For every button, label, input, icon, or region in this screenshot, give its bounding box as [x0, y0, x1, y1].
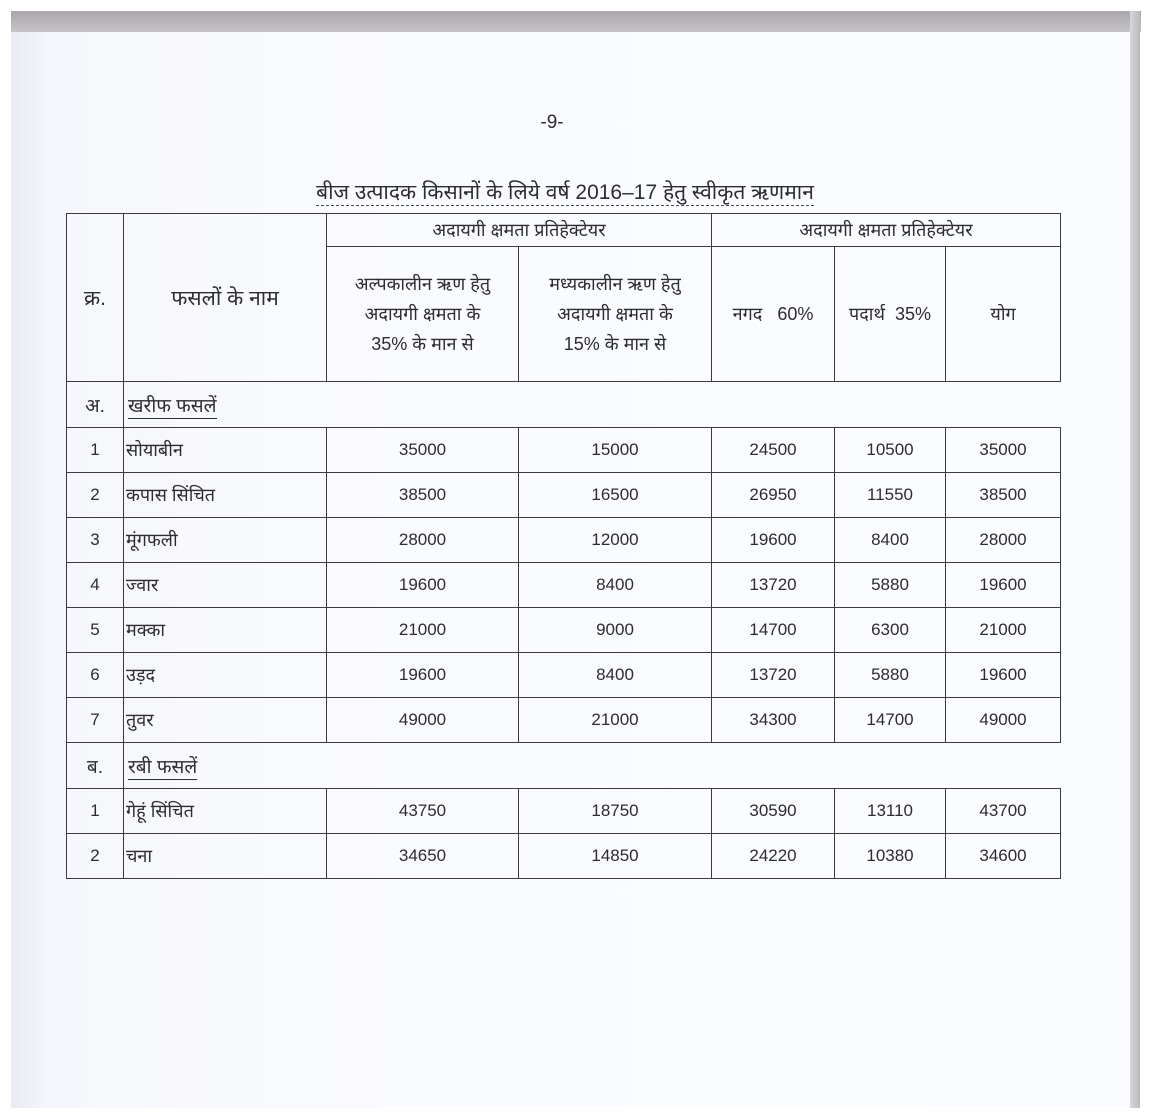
- cell-kind: 13110: [835, 789, 946, 834]
- cell-total: 49000: [946, 698, 1061, 743]
- table-row: [67, 698, 1061, 743]
- cell-cash: 24500: [712, 428, 835, 473]
- cell-serial: 1: [67, 428, 124, 473]
- cell-medium-term: 15000: [519, 428, 712, 473]
- header-total: योग: [946, 247, 1061, 382]
- section-title: [124, 743, 1061, 789]
- section-heading-row: [67, 743, 1061, 789]
- cell-crop-name: उड़द: [124, 653, 327, 698]
- cell-cash: 30590: [712, 789, 835, 834]
- cell-short-term: 21000: [327, 608, 519, 653]
- cell-total: 38500: [946, 473, 1061, 518]
- cell-short-term: 49000: [327, 698, 519, 743]
- cell-cash: 34300: [712, 698, 835, 743]
- scanner-edge-top: [11, 11, 1141, 32]
- cell-serial: 1: [67, 789, 124, 834]
- cell-serial: 7: [67, 698, 124, 743]
- section-title-text: रबी फसलें: [128, 756, 198, 778]
- cell-total: 19600: [946, 653, 1061, 698]
- header-kind: पदार्थ 35%: [835, 247, 946, 382]
- cell-medium-term: 8400: [519, 563, 712, 608]
- cell-short-term: 38500: [327, 473, 519, 518]
- cell-medium-term: 14850: [519, 834, 712, 879]
- cell-short-term: 35000: [327, 428, 519, 473]
- document-title: [0, 178, 1130, 206]
- cell-kind: 10500: [835, 428, 946, 473]
- cell-kind: 6300: [835, 608, 946, 653]
- header-crop-name: फसलों के नाम: [124, 214, 327, 382]
- header-medium-term-line: 15% के मान से: [563, 334, 667, 354]
- section-heading-row: [67, 382, 1061, 428]
- header-serial: क्र.: [67, 214, 124, 382]
- cell-short-term: 28000: [327, 518, 519, 563]
- cell-cash: 14700: [712, 608, 835, 653]
- cell-serial: 3: [67, 518, 124, 563]
- cell-cash: 13720: [712, 563, 835, 608]
- cell-crop-name: कपास सिंचित: [124, 473, 327, 518]
- cell-medium-term: 8400: [519, 653, 712, 698]
- cell-kind: 5880: [835, 563, 946, 608]
- cell-serial: 2: [67, 473, 124, 518]
- cell-kind: 10380: [835, 834, 946, 879]
- cell-crop-name: मूंगफली: [124, 518, 327, 563]
- cell-total: 34600: [946, 834, 1061, 879]
- cell-crop-name: मक्का: [124, 608, 327, 653]
- cell-crop-name: तुवर: [124, 698, 327, 743]
- table-row: [67, 608, 1061, 653]
- cell-total: 35000: [946, 428, 1061, 473]
- cell-total: 19600: [946, 563, 1061, 608]
- page-number: -9-: [540, 112, 564, 133]
- header-cash: नगद 60%: [712, 247, 835, 382]
- header-medium-term-line: मध्यकालीन ऋण हेतु: [549, 274, 681, 294]
- table-row: [67, 518, 1061, 563]
- cell-cash: 19600: [712, 518, 835, 563]
- loan-scale-table: [66, 213, 1061, 879]
- cell-crop-name: गेहूं सिंचित: [124, 789, 327, 834]
- cell-medium-term: 9000: [519, 608, 712, 653]
- table-row: [67, 834, 1061, 879]
- header-group-repayment-left: अदायगी क्षमता प्रतिहेक्टेयर: [327, 214, 712, 247]
- document-title-text: बीज उत्पादक किसानों के लिये वर्ष 2016–17 हेतु स्वीकृत ऋणमान: [316, 181, 814, 204]
- cell-crop-name: ज्वार: [124, 563, 327, 608]
- cell-total: 21000: [946, 608, 1061, 653]
- cell-medium-term: 12000: [519, 518, 712, 563]
- cell-short-term: 19600: [327, 563, 519, 608]
- header-short-term-line: 35% के मान से: [371, 334, 474, 354]
- section-code: अ.: [67, 382, 124, 428]
- header-group-repayment-right: अदायगी क्षमता प्रतिहेक्टेयर: [712, 214, 1061, 247]
- cell-medium-term: 16500: [519, 473, 712, 518]
- cell-total: 43700: [946, 789, 1061, 834]
- cell-serial: 2: [67, 834, 124, 879]
- cell-kind: 11550: [835, 473, 946, 518]
- cell-kind: 8400: [835, 518, 946, 563]
- section-code: ब.: [67, 743, 124, 789]
- cell-short-term: 34650: [327, 834, 519, 879]
- cell-medium-term: 21000: [519, 698, 712, 743]
- cell-crop-name: सोयाबीन: [124, 428, 327, 473]
- table-row: [67, 473, 1061, 518]
- header-medium-term-line: अदायगी क्षमता के: [557, 304, 673, 324]
- table-row: [67, 428, 1061, 473]
- header-short-term-line: अदायगी क्षमता के: [364, 304, 481, 324]
- cell-cash: 26950: [712, 473, 835, 518]
- cell-serial: 5: [67, 608, 124, 653]
- cell-total: 28000: [946, 518, 1061, 563]
- cell-short-term: 43750: [327, 789, 519, 834]
- cell-cash: 24220: [712, 834, 835, 879]
- cell-kind: 5880: [835, 653, 946, 698]
- header-medium-term-loan: [519, 247, 712, 382]
- header-short-term-loan: [327, 247, 519, 382]
- section-title-text: खरीफ फसलें: [128, 395, 217, 417]
- cell-kind: 14700: [835, 698, 946, 743]
- cell-cash: 13720: [712, 653, 835, 698]
- table-row: [67, 563, 1061, 608]
- table-row: [67, 653, 1061, 698]
- header-short-term-line: अल्पकालीन ऋण हेतु: [354, 274, 491, 294]
- cell-serial: 4: [67, 563, 124, 608]
- cell-short-term: 19600: [327, 653, 519, 698]
- cell-crop-name: चना: [124, 834, 327, 879]
- cell-serial: 6: [67, 653, 124, 698]
- scanner-edge-right: [1130, 11, 1140, 1108]
- section-title: [124, 382, 1061, 428]
- table-row: [67, 789, 1061, 834]
- cell-medium-term: 18750: [519, 789, 712, 834]
